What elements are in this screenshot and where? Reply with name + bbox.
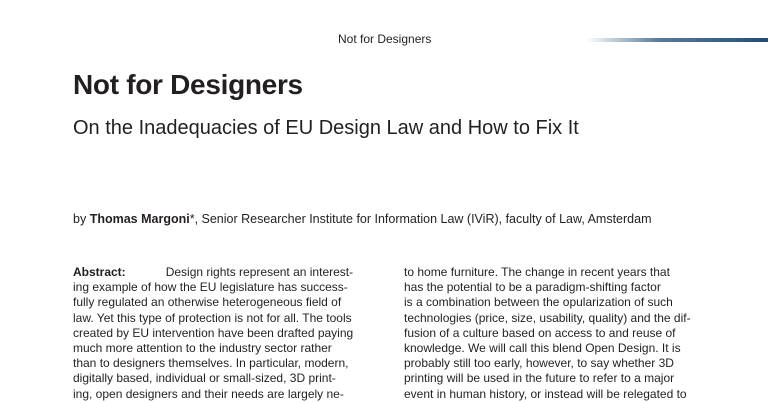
abstract-column-right <box>404 265 701 402</box>
byline-prefix: by <box>73 212 90 226</box>
header-rule <box>586 38 768 42</box>
author-affiliation: *, Senior Researcher Institute for Information Law (IViR), faculty of Law, Amsterdam <box>189 212 652 226</box>
abstract-line: printing will be used in the future to refer to a major <box>404 371 675 386</box>
abstract-line: law. Yet this type of protection is not for all. The tools <box>73 310 352 325</box>
abstract-line: ing example of how the EU legislature has success- <box>73 280 348 295</box>
running-head: Not for Designers <box>338 32 432 46</box>
abstract-line: fusion of a culture based on access to and reuse of <box>404 325 676 340</box>
abstract-line: created by EU intervention have been drafted paying <box>73 325 354 340</box>
abstract-line: knowledge. We will call this blend Open Design. It is <box>404 341 681 356</box>
article-title: Not for Designers <box>73 69 303 100</box>
abstract-line: much more attention to the industry sector rather <box>73 341 332 356</box>
author-name: Thomas Margoni <box>89 212 190 226</box>
abstract-line: than to designers themselves. In particular, modern, <box>73 356 349 371</box>
abstract-label: Abstract: <box>73 265 126 279</box>
abstract-line <box>73 265 370 280</box>
article-subtitle: On the Inadequacies of EU Design Law and How to Fix It <box>73 117 579 139</box>
abstract-line: to home furniture. The change in recent years that <box>404 265 670 279</box>
byline <box>73 211 651 227</box>
abstract-line: ing, open designers and their needs are largely ne- <box>73 386 344 401</box>
abstract-line: digitally based, individual or small-sized, 3D print- <box>73 371 336 386</box>
abstract-line: has the potential to be a paradigm-shifting factor <box>404 280 661 295</box>
abstract-line: event in human history, or instead will be relegated to <box>404 386 687 401</box>
abstract-line-text: Design rights represent an interest- <box>165 265 354 279</box>
abstract-line: fully regulated an otherwise heterogeneous field of <box>73 295 342 310</box>
abstract-line: probably still too early, however, to say whether 3D <box>404 356 674 371</box>
abstract-column-left <box>73 265 370 402</box>
abstract-line: is a combination between the opularization of such <box>404 295 673 310</box>
abstract-line: technologies (price, size, usability, quality) and the dif- <box>404 310 691 325</box>
